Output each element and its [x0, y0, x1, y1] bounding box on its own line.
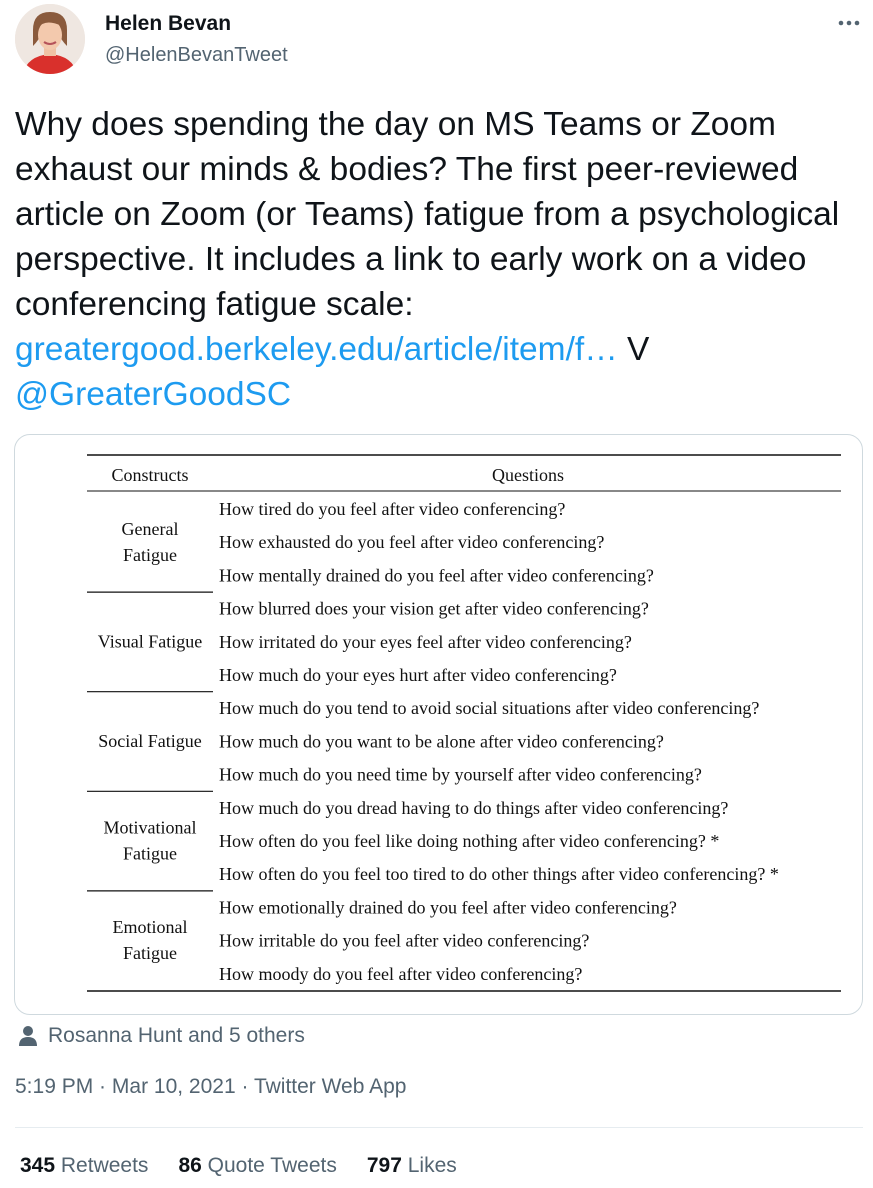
question-text: How often do you feel too tired to do other things after video conferencing? *	[219, 864, 779, 885]
question-text: How much do you need time by yourself after video conferencing?	[219, 764, 702, 785]
retweets-stat[interactable]	[20, 1154, 148, 1178]
likes-count: 797	[366, 1154, 402, 1177]
question-text: How irritable do you feel after video conferencing?	[219, 930, 590, 951]
tweet-timestamp	[15, 1075, 406, 1099]
article-link[interactable]: greatergood.berkeley.edu/article/item/f…	[15, 331, 618, 368]
construct-label: Social Fatigue	[98, 731, 202, 751]
quote-tweets-stat[interactable]	[178, 1154, 336, 1178]
avatar-photo	[15, 4, 85, 74]
quote-tweets-count: 86	[178, 1154, 202, 1177]
construct-label: Fatigue	[123, 843, 177, 864]
liked-by-text: Rosanna Hunt and 5 others	[48, 1024, 305, 1047]
question-text: How much do you want to be alone after video conferencing?	[219, 731, 664, 752]
separator: ·	[93, 1075, 112, 1098]
tweet-source[interactable]: Twitter Web App	[253, 1075, 407, 1098]
question-text: How much do you dread having to do things after video conferencing?	[219, 797, 729, 818]
retweets-label: Retweets	[60, 1154, 149, 1177]
person-icon	[18, 1025, 38, 1047]
author-name[interactable]: Helen Bevan	[105, 12, 232, 35]
quote-tweets-label: Quote Tweets	[207, 1154, 337, 1177]
fatigue-scale-table	[15, 435, 862, 1014]
tweet-media-image[interactable]	[14, 434, 863, 1015]
liked-by[interactable]	[18, 1022, 305, 1050]
divider	[15, 1127, 863, 1128]
tweet-date[interactable]: Mar 10, 2021	[111, 1075, 236, 1098]
construct-label: Motivational	[103, 817, 197, 838]
question-text: How emotionally drained do you feel after video conferencing?	[219, 897, 677, 918]
engagement-stats	[20, 1154, 487, 1178]
tweet-time[interactable]: 5:19 PM	[15, 1075, 94, 1098]
question-text: How tired do you feel after video conferencing?	[219, 499, 566, 519]
question-text: How moody do you feel after video conferencing?	[219, 963, 583, 984]
construct-label: General	[121, 518, 179, 539]
likes-label: Likes	[407, 1154, 457, 1177]
question-text: How mentally drained do you feel after video conferencing?	[219, 565, 654, 586]
tweet-text	[15, 102, 865, 417]
question-text: How often do you feel like doing nothing after video conferencing? *	[219, 831, 720, 851]
construct-label: Emotional	[112, 917, 188, 938]
construct-label: Fatigue	[123, 943, 177, 964]
separator: ·	[235, 1075, 254, 1098]
construct-label: Fatigue	[123, 544, 177, 565]
mention-link[interactable]: @GreaterGoodSC	[15, 376, 292, 413]
question-text: How blurred does your vision get after video conferencing?	[219, 598, 649, 619]
tweet-via: V	[617, 331, 650, 368]
more-options-icon[interactable]	[833, 10, 865, 36]
header-constructs: Constructs	[111, 465, 189, 485]
header-questions: Questions	[492, 465, 564, 485]
tweet-body: Why does spending the day on MS Teams or Zoom exhaust our minds & bodies? The first peer-reviewed article on Zoom (or Teams) fatigue from a psychological perspective. It includes a link to early work on a video conferencing fatigue scale:	[15, 106, 840, 323]
likes-stat[interactable]	[367, 1154, 457, 1178]
retweets-count: 345	[20, 1154, 56, 1177]
question-text: How exhausted do you feel after video conferencing?	[219, 532, 605, 553]
avatar[interactable]	[15, 4, 85, 74]
author-handle[interactable]: @HelenBevanTweet	[105, 44, 288, 66]
question-text: How much do you tend to avoid social situations after video conferencing?	[219, 698, 760, 719]
question-text: How irritated do your eyes feel after video conferencing?	[219, 631, 632, 652]
question-text: How much do your eyes hurt after video conferencing?	[219, 665, 617, 685]
construct-label: Visual Fatigue	[97, 631, 203, 652]
